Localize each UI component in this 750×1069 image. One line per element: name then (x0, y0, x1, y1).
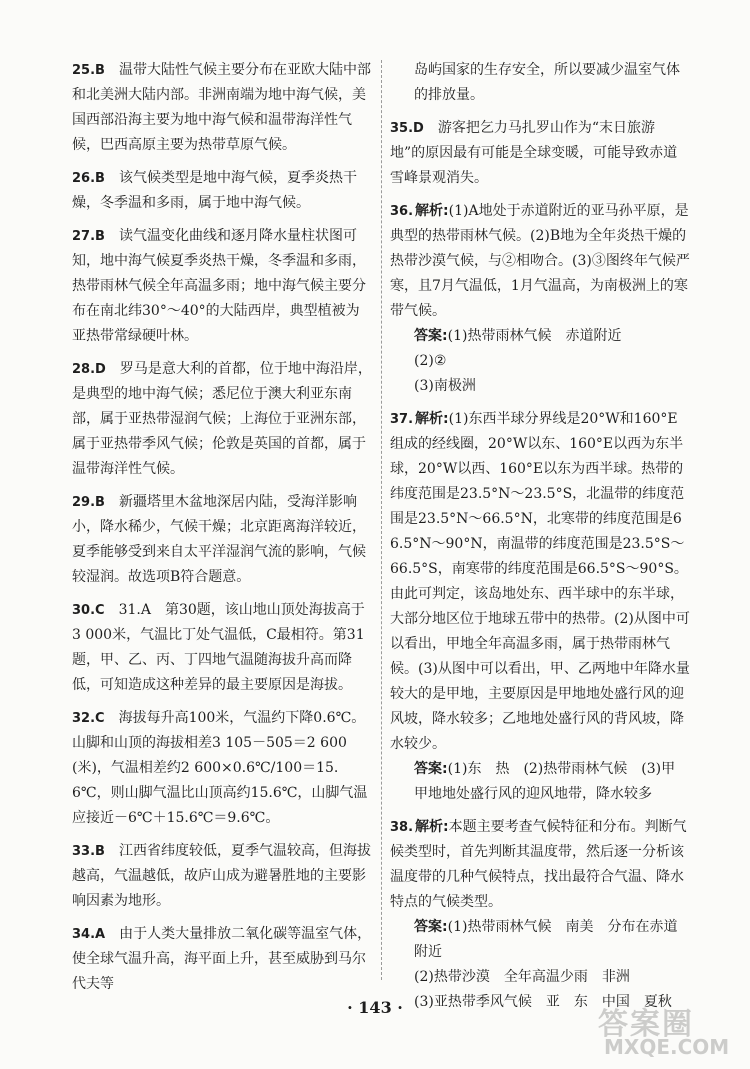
answer-item-35 (390, 116, 690, 191)
answer-line: (1)东 热 (2)热带雨林气候 (3)甲 甲地地处盛行风的迎风地带，降水较多 (414, 761, 690, 802)
question-number: 30.C (72, 603, 105, 618)
answer-item-32 (72, 706, 372, 831)
answer-line: (3)亚热带季风气候 亚 东 中国 夏秋 (414, 994, 672, 1010)
answer-item-30-31 (72, 598, 372, 698)
explanation-text: 游客把乞力马扎罗山作为“末日旅游地”的原因最有可能是全球变暖，可能导致赤道雪峰景观消失。 (390, 120, 678, 186)
question-number: 29.B (72, 495, 105, 510)
answer-block (390, 324, 690, 399)
page-number: · 143 · (347, 998, 403, 1017)
question-number: 37. (390, 412, 414, 427)
question-number: 27.B (72, 229, 105, 244)
answer-item-25 (72, 58, 372, 158)
explanation-text: 江西省纬度较低，夏季气温较高，但海拔越高，气温越低，故庐山成为避暑胜地的主要影响因素为地形。 (72, 843, 371, 909)
question-number: 32.C (72, 711, 105, 726)
answer-item-26 (72, 166, 372, 216)
explanation-text: 31.A 第30题，该山地山顶处海拔高于3 000米，气温比丁处气温低，C最相符。第31题，甲、乙、丙、丁四地气温随海拔升高而降低，可知造成这种差异的最主要原因是海拔。 (72, 602, 365, 693)
answer-line: (1)热带雨林气候 南美 分布在赤道附近 (414, 919, 678, 960)
explanation-text: 读气温变化曲线和逐月降水量柱状图可知，地中海气候夏季炎热干燥，冬季温和多雨，热带雨林气候全年高温多雨；地中海气候主要分布在南北纬30°～40°的大陆西岸，典型植被为亚热带常绿硬叶林。 (72, 228, 366, 344)
explanation-text: 罗马是意大利的首都，位于地中海沿岸，是典型的地中海气候；悉尼位于澳大利亚东南部，属于亚热带湿润气候；上海位于亚洲东部，属于亚热带季风气候；伦敦是英国的首都，属于温带海洋性气候。 (72, 361, 372, 477)
answer-item-27 (72, 224, 372, 349)
explanation-text: (1)东西半球分界线是20°W和160°E组成的经线圈，20°W以东、160°E以西为东半球，20°W以西、160°E以东为西半球。热带的纬度范围是23.5°N～23.5°S，北温带的纬度范围是23.5°N～66.5°N，北寒带的纬度范围是66.5°N～90°N，南温带的纬度范围是23.5°S～66.5°S，南寒带的纬度范围是66.5°S～90°S。由此可判定，该岛地处东、西半球中的东半球，大部分地区位于地球五带中的热带。(2)从图中可以看出，甲地全年高温多雨，属于热带雨林气候。(3)从图中可以看出，甲、乙两地中年降水量较大的是甲地，主要原因是甲地地处盛行风的迎风坡，降水较多；乙地地处盛行风的背风坡，降水较少。 (390, 411, 690, 752)
watermark-logo (590, 999, 740, 1061)
question-number: 26.B (72, 171, 105, 186)
right-column (390, 58, 690, 1023)
explanation-text: 海拔每升高100米，气温约下降0.6℃。山脚和山顶的海拔相差3 105－505＝2 600(米)，气温相差约2 600×0.6℃/100＝15.6℃，则山脚气温比山顶高约15.6℃，山脚气温应接近－6℃＋15.6℃＝9.6℃。 (72, 710, 368, 826)
answer-item-33 (72, 839, 372, 914)
answer-block (390, 757, 690, 807)
question-number: 34.A (72, 927, 106, 942)
watermark-text: 答案圈 (598, 1007, 694, 1042)
question-number: 38. (390, 820, 414, 835)
explanation-text: (1)A地处于赤道附近的亚马孙平原，是典型的热带雨林气候。(2)B地为全年炎热干燥的热带沙漠气候，与②相吻合。(3)③图终年气候严寒，且7月气温低，1月气温高，为南极洲上的寒带气候。 (390, 203, 690, 319)
answer-line: (3)南极洲 (414, 378, 476, 394)
explanation-text: 由于人类大量排放二氧化碳等温室气体，使全球气温升高，海平面上升，甚至威胁到马尔代夫等 (72, 926, 372, 992)
question-number: 28.D (72, 362, 106, 377)
explanation-text: 该气候类型是地中海气候，夏季炎热干燥，冬季温和多雨，属于地中海气候。 (72, 170, 357, 211)
answer-label: 答案: (414, 919, 448, 935)
left-column (72, 58, 372, 1005)
question-number: 36. (390, 204, 414, 219)
answer-item-34 (72, 922, 372, 997)
column-divider (381, 60, 382, 980)
answer-line: (2)② (414, 353, 447, 369)
analysis-label: 解析: (415, 819, 449, 835)
explanation-text: 新疆塔里木盆地深居内陆，受海洋影响小，降水稀少，气候干燥；北京距离海洋较近，夏季能够受到来自太平洋湿润气流的影响，气候较湿润。故选项B符合题意。 (72, 494, 366, 585)
answer-item-36 (390, 199, 690, 399)
explanation-text: 本题主要考查气候特征和分布。判断气候类型时，首先判断其温度带，然后逐一分析该温度带的几种气候特点，找出最符合气温、降水特点的气候类型。 (390, 819, 687, 910)
analysis-label: 解析: (415, 203, 449, 219)
answer-item-29 (72, 490, 372, 590)
answer-label: 答案: (414, 761, 448, 777)
answer-line: (2)热带沙漠 全年高温少雨 非洲 (414, 969, 630, 985)
question-number: 35.D (390, 121, 424, 136)
question-number: 33.B (72, 844, 105, 859)
answer-item-28 (72, 357, 372, 482)
answer-item-38 (390, 815, 690, 1015)
answer-label: 答案: (414, 328, 448, 344)
question-number: 25.B (72, 63, 105, 78)
answer-line: (1)热带雨林气候 赤道附近 (447, 328, 622, 344)
answer-item-37 (390, 407, 690, 807)
watermark-domain: MXQE.COM (604, 1035, 730, 1059)
analysis-label: 解析: (415, 411, 449, 427)
answer-item-34-continued: 岛屿国家的生存安全，所以要减少温室气体的排放量。 (414, 62, 680, 103)
explanation-text: 温带大陆性气候主要分布在亚欧大陆中部和北美洲大陆内部。非洲南端为地中海气候，美国西部沿海主要为地中海气候和温带海洋性气候，巴西高原主要为热带草原气候。 (72, 62, 371, 153)
